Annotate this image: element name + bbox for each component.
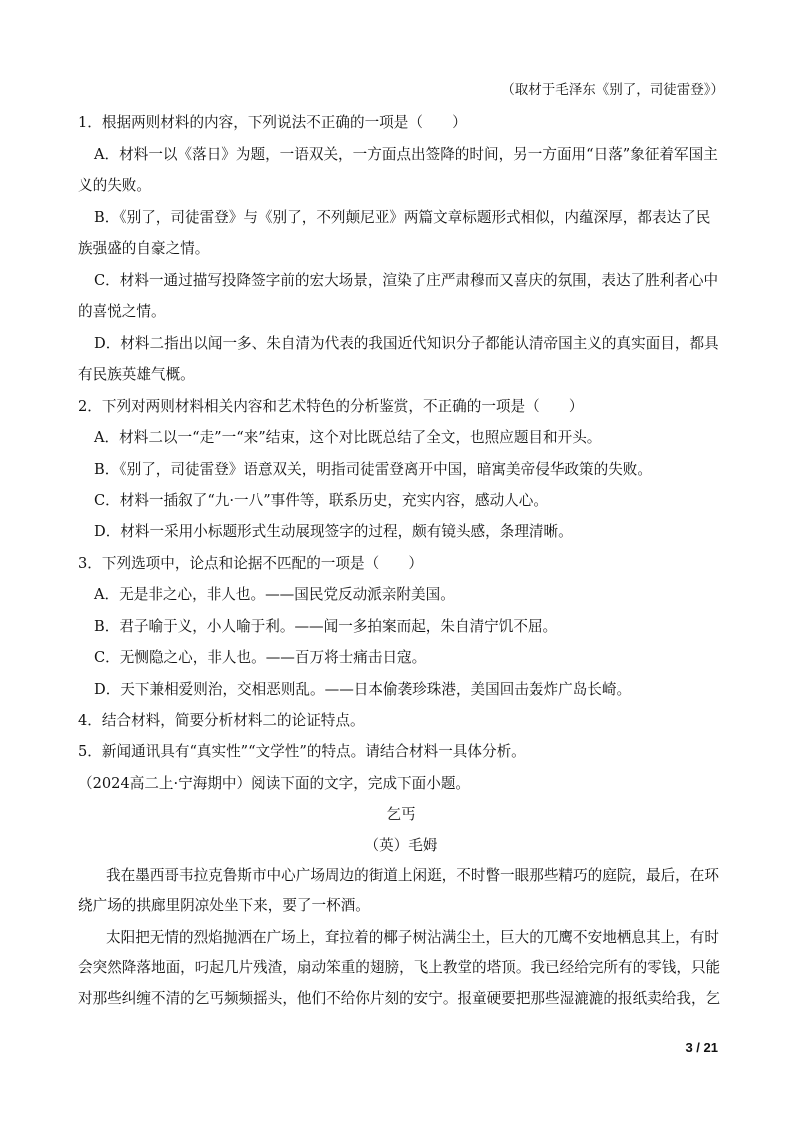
question-2-option-c: C．材料一插叙了“九·一八”事件等，联系历史，充实内容，感动人心。 xyxy=(94,492,548,509)
paragraph-2-line-2: 会突然降落地面，叼起几片残渣，扇动笨重的翅膀，飞上教堂的塔顶。我已经给完所有的零钱，只能 xyxy=(78,959,721,976)
question-3-option-b: B．君子喻于义，小人喻于利。——闻一多拍案而起，朱自清宁饥不屈。 xyxy=(94,618,558,635)
question-1-stem: 1．根据两则材料的内容，下列说法不正确的一项是（ ） xyxy=(78,114,467,131)
source-note: （取材于毛泽东《别了，司徒雷登》） xyxy=(501,82,724,98)
article-author: （英）毛姆 xyxy=(364,837,438,854)
question-2-option-a: A．材料二以一“走”一“来”结束，这个对比既总结了全文，也照应题目和开头。 xyxy=(94,429,602,446)
question-3-option-a: A．无是非之心，非人也。——国民党反动派亲附美国。 xyxy=(94,586,455,603)
question-1-option-a: A．材料一以《落日》为题，一语双关，一方面点出签降的时间，另一方面用“日落”象征着军国主 xyxy=(94,146,718,163)
question-1-option-a-cont: 义的失败。 xyxy=(78,177,151,194)
question-1-option-d-cont: 有民族英雄气概。 xyxy=(78,366,195,383)
article-title: 乞丐 xyxy=(386,806,416,823)
question-1-option-b-cont: 族强盛的自豪之情。 xyxy=(78,240,210,257)
paragraph-1-line-2: 绕广场的拱廊里阴凉处坐下来，要了一杯酒。 xyxy=(78,897,370,914)
question-2-option-b: B．《别了，司徒雷登》语意双关，明指司徒雷登离开中国，暗寓美帝侵华政策的失败。 xyxy=(94,461,652,478)
question-4: 4．结合材料，简要分析材料二的论证特点。 xyxy=(78,712,365,729)
question-1-option-c: C．材料一通过描写投降签字前的宏大场景，渲染了庄严肃穆而又喜庆的氛围，表达了胜利者心中 xyxy=(94,272,719,289)
paragraph-1-line-1: 我在墨西哥韦拉克鲁斯市中心广场周边的街道上闲逛，不时瞥一眼那些精巧的庭院，最后，在环 xyxy=(106,867,719,884)
paragraph-2-line-1: 太阳把无情的烈焰抛洒在广场上，耷拉着的椰子树沾满尘土，巨大的兀鹰不安地栖息其上，有时 xyxy=(106,929,719,946)
question-3-stem: 3．下列选项中，论点和论据不匹配的一项是（ ） xyxy=(78,555,423,572)
question-1-option-c-cont: 的喜悦之情。 xyxy=(78,303,166,320)
question-2-option-d: D．材料一采用小标题形式生动展现签字的过程，颇有镜头感，条理清晰。 xyxy=(94,523,573,540)
paragraph-2-line-3: 对那些纠缠不清的乞丐频频摇头，他们不给你片刻的安宁。报童硬要把那些湿漉漉的报纸卖给我，乞 xyxy=(78,990,721,1007)
question-2-stem: 2．下列对两则材料相关内容和艺术特色的分析鉴赏，不正确的一项是（ ） xyxy=(78,398,584,415)
section-intro: （2024高二上·宁海期中）阅读下面的文字，完成下面小题。 xyxy=(78,775,471,792)
question-1-option-d: D．材料二指出以闻一多、朱自清为代表的我国近代知识分子都能认清帝国主义的真实面目，都具 xyxy=(94,335,719,352)
question-3-option-d: D．天下兼相爱则治，交相恶则乱。——日本偷袭珍珠港，美国回击轰炸广岛长崎。 xyxy=(94,681,632,698)
page-number: 3 / 21 xyxy=(685,1040,718,1055)
question-5: 5．新闻通讯具有“真实性”“文学性”的特点。请结合材料一具体分析。 xyxy=(78,743,526,760)
question-3-option-c: C．无恻隐之心，非人也。——百万将士痛击日寇。 xyxy=(94,649,427,666)
question-1-option-b: B．《别了，司徒雷登》与《别了，不列颠尼亚》两篇文章标题形式相似，内蕴深厚，都表达了民 xyxy=(94,209,711,226)
